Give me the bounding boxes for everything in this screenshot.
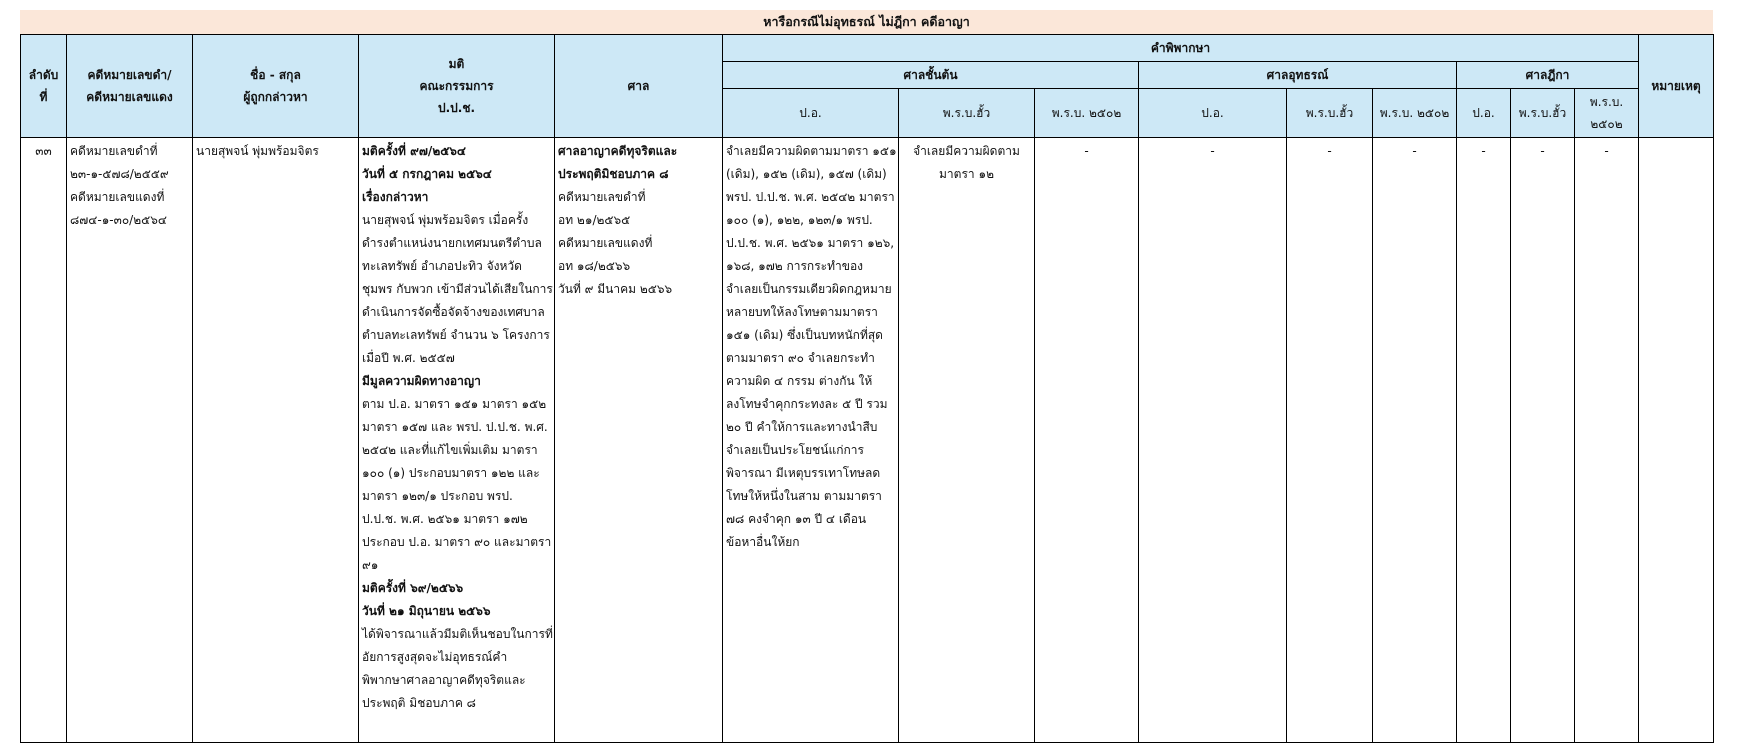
resolution-line: มติครั้งที่ ๖๙/๒๕๖๖	[362, 581, 464, 595]
judgment-line: ๗๘ คงจำคุก ๑๓ ปี ๔ เดือน	[726, 512, 867, 526]
resolution-line: ประกอบ ป.อ. มาตรา ๙๐ และมาตรา	[362, 535, 552, 549]
cell-resolution	[359, 138, 555, 743]
court-line: คดีหมายเลขแดงที่	[558, 236, 653, 250]
court-line: คดีหมายเลขดำที่	[558, 190, 646, 204]
header-supreme: ศาลฎีกา	[1457, 62, 1639, 89]
resolution-line: ๑๐๐ (๑) ประกอบมาตรา ๑๒๒ และ	[362, 466, 540, 480]
judgment-line: จำเลยเป็นประโยชน์แก่การ	[726, 443, 864, 457]
cell-court	[555, 138, 723, 743]
court-line: วันที่ ๙ มีนาคม ๒๕๖๖	[558, 282, 673, 296]
cell-supreme-2502: -	[1575, 138, 1639, 743]
cell-appeal-2502: -	[1373, 138, 1457, 743]
header-appeal-hua: พ.ร.บ.ฮั้ว	[1287, 89, 1373, 138]
resolution-line: มีมูลความผิดทางอาญา	[362, 374, 481, 388]
resolution-line: วันที่ ๒๑ มิถุนายน ๒๕๖๖	[362, 604, 491, 618]
cell-no: ๓๓	[21, 138, 67, 743]
resolution-line: มาตรา ๑๕๗ และ พรป. ป.ป.ช. พ.ศ.	[362, 420, 548, 434]
header-supreme-2502: พ.ร.บ. ๒๕๐๒	[1575, 89, 1639, 138]
cell-first-hua: จำเลยมีความผิดตาม มาตรา ๑๒	[899, 138, 1035, 743]
judgment-table	[20, 34, 1714, 743]
header-name: ชื่อ - สกุล ผู้ถูกกล่าวหา	[193, 35, 359, 138]
judgment-line: ลงโทษจำคุกกระทงละ ๕ ปี รวม	[726, 397, 888, 411]
header-first-2502: พ.ร.บ. ๒๕๐๒	[1035, 89, 1139, 138]
court-text	[558, 140, 719, 301]
header-first-hua: พ.ร.บ.ฮั้ว	[899, 89, 1035, 138]
cell-appeal-po: -	[1139, 138, 1287, 743]
court-line: ศาลอาญาคดีทุจริตและ	[558, 144, 678, 158]
header-appeal-2502: พ.ร.บ. ๒๕๐๒	[1373, 89, 1457, 138]
resolution-line: ตำบลทะเลทรัพย์ จำนวน ๖ โครงการ	[362, 328, 550, 342]
resolution-line: ชุมพร กับพวก เข้ามีส่วนได้เสียในการ	[362, 282, 553, 296]
cell-remark	[1639, 138, 1714, 743]
judgment-line: พรป. ป.ป.ช. พ.ศ. ๒๕๔๒ มาตรา	[726, 190, 895, 204]
resolution-line: มาตรา ๑๒๓/๑ ประกอบ พรป.	[362, 489, 513, 503]
header-judgment: คำพิพากษา	[723, 35, 1639, 62]
judgment-line: หลายบทให้ลงโทษตามมาตรา	[726, 305, 878, 319]
judgment-line: ๑๖๘, ๑๗๒ การกระทำของ	[726, 259, 864, 273]
court-line: อท ๒๑/๒๕๖๕	[558, 213, 631, 227]
header-appeal-po: ป.อ.	[1139, 89, 1287, 138]
resolution-line: ดำรงตำแหน่งนายกเทศมนตรีตำบล	[362, 236, 542, 250]
resolution-line: ๒๕๔๒ และที่แก้ไขเพิ่มเติม มาตรา	[362, 443, 538, 457]
resolution-line: มติครั้งที่ ๙๗/๒๕๖๔	[362, 144, 467, 158]
resolution-line: เมื่อปี พ.ศ. ๒๕๕๗	[362, 351, 455, 365]
table-row	[21, 138, 1714, 743]
resolution-text	[362, 140, 551, 715]
judgment-line: พิจารณา มีเหตุบรรเทาโทษลด	[726, 466, 881, 480]
judgment-line: จำเลยมีความผิดตามมาตรา ๑๕๑	[726, 144, 897, 158]
resolution-line: ประพฤติ มิชอบภาค ๘	[362, 696, 476, 710]
cell-supreme-hua: -	[1511, 138, 1575, 743]
cell-supreme-po: -	[1457, 138, 1511, 743]
judgment-line: ตามมาตรา ๙๐ จำเลยกระทำ	[726, 351, 875, 365]
table-header	[21, 35, 1714, 138]
cell-first-po	[723, 138, 899, 743]
cell-case-no: คดีหมายเลขดำที่ ๒๓-๑-๕๗๘/๒๕๕๙ คดีหมายเลขแดงที่ ๘๗๔-๑-๓๐/๒๕๖๔	[67, 138, 193, 743]
document-sheet	[20, 10, 1713, 743]
header-first-po: ป.อ.	[723, 89, 899, 138]
court-line: ประพฤติมิชอบภาค ๘	[558, 167, 669, 181]
judgment-line: ๑๕๑ (เดิม) ซึ่งเป็นบทหนักที่สุด	[726, 328, 883, 342]
cell-name: นายสุพจน์ พุ่มพร้อมจิตร	[193, 138, 359, 743]
resolution-line: ป.ป.ช. พ.ศ. ๒๕๖๑ มาตรา ๑๗๒	[362, 512, 528, 526]
header-first-instance: ศาลชั้นต้น	[723, 62, 1139, 89]
header-court: ศาล	[555, 35, 723, 138]
resolution-line: ทะเลทรัพย์ อำเภอปะทิว จังหวัด	[362, 259, 522, 273]
sheet-title: หารือกรณีไม่อุทธรณ์ ไม่ฎีกา คดีอาญา	[20, 10, 1713, 34]
header-remark: หมายเหตุ	[1639, 35, 1714, 138]
first-po-text	[726, 140, 895, 554]
cell-first-2502: -	[1035, 138, 1139, 743]
judgment-line: ข้อหาอื่นให้ยก	[726, 535, 800, 549]
header-supreme-hua: พ.ร.บ.ฮั้ว	[1511, 89, 1575, 138]
resolution-line: เรื่องกล่าวหา	[362, 190, 429, 204]
judgment-line: ป.ป.ช. พ.ศ. ๒๕๖๑ มาตรา ๑๒๖,	[726, 236, 895, 250]
resolution-line: ดำเนินการจัดซื้อจัดจ้างของเทศบาล	[362, 305, 545, 319]
court-line: อท ๑๘/๒๕๖๖	[558, 259, 631, 273]
resolution-line: ตาม ป.อ. มาตรา ๑๕๑ มาตรา ๑๕๒	[362, 397, 547, 411]
judgment-line: (เดิม), ๑๕๒ (เดิม), ๑๕๗ (เดิม)	[726, 167, 887, 181]
judgment-line: จำเลยเป็นกรรมเดียวผิดกฎหมาย	[726, 282, 892, 296]
judgment-line: โทษให้หนึ่งในสาม ตามมาตรา	[726, 489, 882, 503]
header-resolution: มติ คณะกรรมการ ป.ป.ช.	[359, 35, 555, 138]
cell-appeal-hua: -	[1287, 138, 1373, 743]
judgment-line: ความผิด ๔ กรรม ต่างกัน ให้	[726, 374, 873, 388]
resolution-line: อัยการสูงสุดจะไม่อุทธรณ์คำ	[362, 650, 508, 664]
header-appeal: ศาลอุทธรณ์	[1139, 62, 1457, 89]
resolution-line: นายสุพจน์ พุ่มพร้อมจิตร เมื่อครั้ง	[362, 213, 529, 227]
resolution-line: ได้พิจารณาแล้วมีมติเห็นชอบในการที่	[362, 627, 553, 641]
header-case-no: คดีหมายเลขดำ/ คดีหมายเลขแดง	[67, 35, 193, 138]
resolution-line: พิพากษาศาลอาญาคดีทุจริตและ	[362, 673, 526, 687]
resolution-line: วันที่ ๕ กรกฎาคม ๒๕๖๔	[362, 167, 492, 181]
judgment-line: ๑๐๐ (๑), ๑๒๒, ๑๒๓/๑ พรป.	[726, 213, 873, 227]
header-supreme-po: ป.อ.	[1457, 89, 1511, 138]
judgment-line: ๒๐ ปี คำให้การและทางนำสืบ	[726, 420, 878, 434]
header-no: ลำดับ ที่	[21, 35, 67, 138]
resolution-line: ๙๑	[362, 558, 379, 572]
